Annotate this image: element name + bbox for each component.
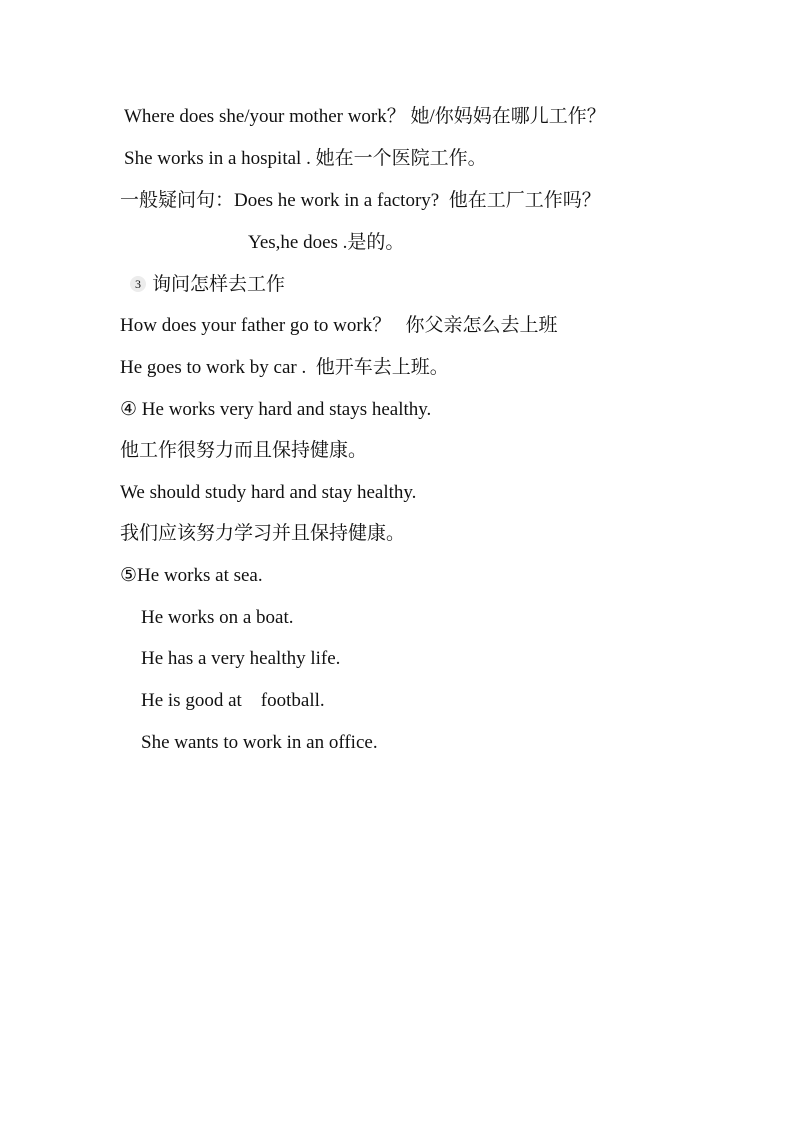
line-works-hard-chinese: 他工作很努力而且保持健康。 xyxy=(120,440,368,461)
line-yes-he-does: Yes,he does .是的。 xyxy=(248,232,405,253)
line-goes-by-car: He goes to work by car . 他开车去上班。 xyxy=(120,357,449,378)
line-where-does-she-work: Where does she/your mother work？ 她/你妈妈在哪儿工作？ xyxy=(124,106,606,127)
section-number-marker: 3 xyxy=(130,276,146,292)
line-study-hard: We should study hard and stay healthy. xyxy=(120,482,417,503)
section-3-heading xyxy=(130,273,285,297)
line-general-question: 一般疑问句：Does he work in a factory? 他在工厂工作吗？ xyxy=(120,190,601,211)
line-study-hard-chinese: 我们应该努力学习并且保持健康。 xyxy=(120,523,406,544)
line-works-very-hard: ④ He works very hard and stays healthy. xyxy=(120,399,432,420)
line-wants-office: She wants to work in an office. xyxy=(141,732,378,753)
line-she-works-hospital: She works in a hospital . 她在一个医院工作。 xyxy=(124,148,487,169)
section-3-title: 询问怎样去工作 xyxy=(152,274,286,295)
line-works-on-boat: He works on a boat. xyxy=(141,607,294,628)
line-works-at-sea: ⑤He works at sea. xyxy=(120,565,263,586)
line-healthy-life: He has a very healthy life. xyxy=(141,648,341,669)
line-good-at-football: He is good at football. xyxy=(141,690,325,711)
line-how-does-father-go: How does your father go to work？ 你父亲怎么去上班 xyxy=(120,315,558,336)
